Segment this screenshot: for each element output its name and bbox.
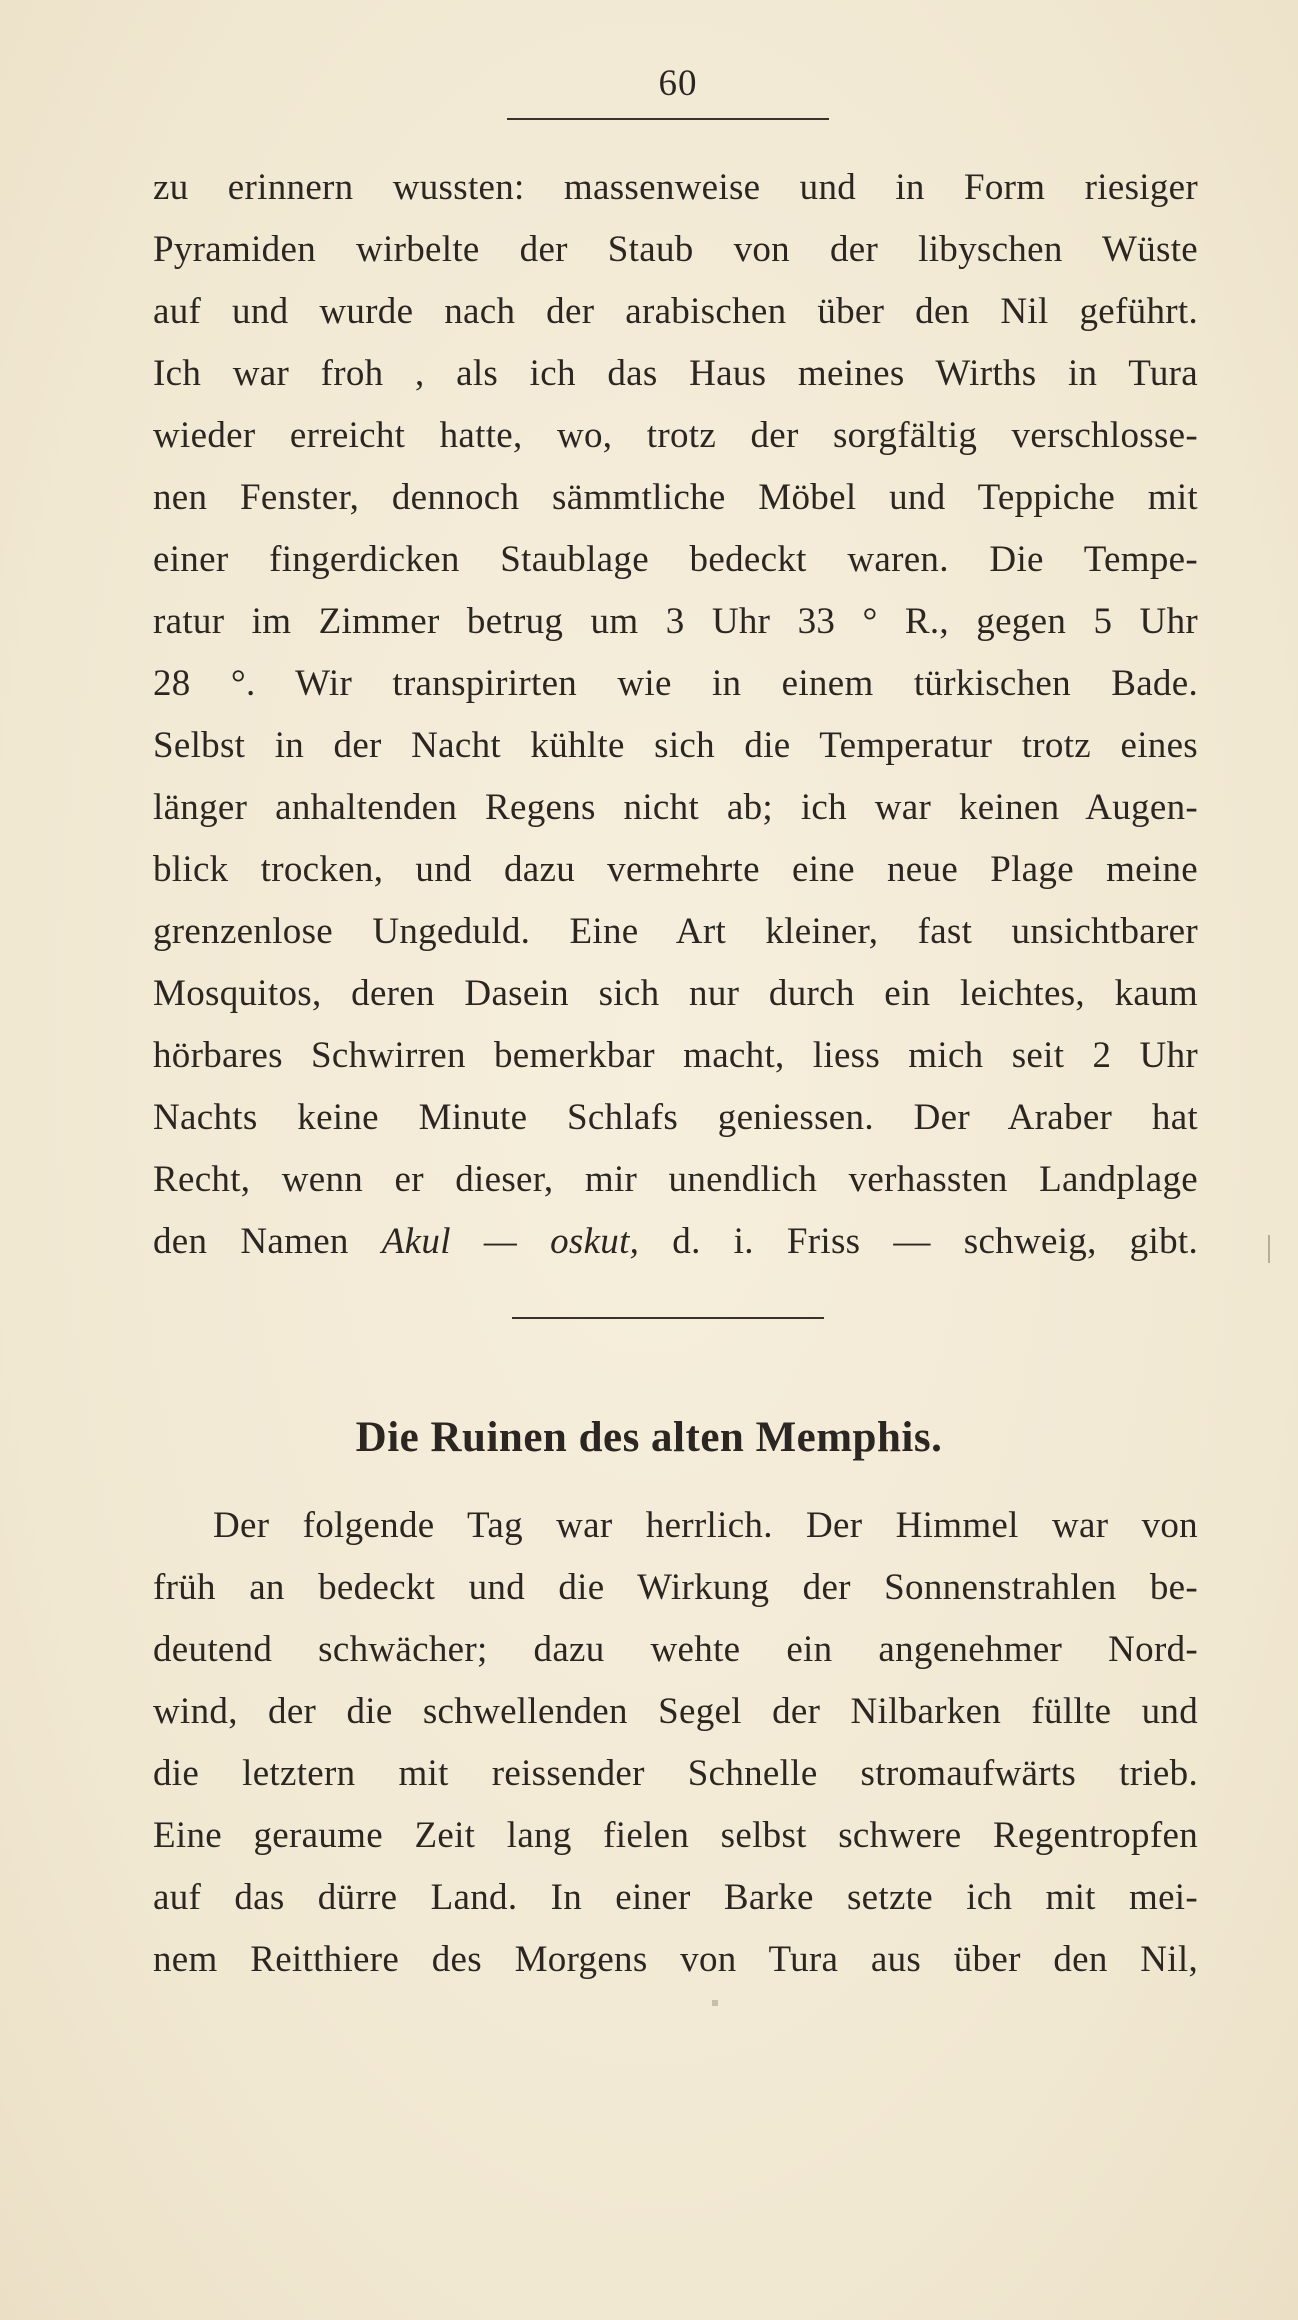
section-divider: [512, 1317, 824, 1319]
italic-term: Akul — oskut,: [381, 1221, 640, 1262]
text-line: nen Fenster, dennoch sämmtliche Möbel und Teppiche mit: [153, 477, 1198, 518]
text-line: Eine geraume Zeit lang fielen selbst schwere Regentropfen: [153, 1815, 1198, 1856]
text-line: einer fingerdicken Staublage bedeckt waren. Die Tempe-: [153, 539, 1198, 580]
text-line: Pyramiden wirbelte der Staub von der libyschen Wüste: [153, 229, 1198, 270]
page-number: 60: [658, 63, 698, 104]
text-run: d. i. Friss — schweig, gibt.: [639, 1221, 1198, 1262]
text-line: zu erinnern wussten: massenweise und in Form riesiger: [153, 167, 1198, 208]
text-line: auf das dürre Land. In einer Barke setzte ich mit mei-: [153, 1877, 1198, 1918]
text-line: 28 °. Wir transpirirten wie in einem türkischen Bade.: [153, 663, 1198, 704]
text-line: wind, der die schwellenden Segel der Nilbarken füllte und: [153, 1691, 1198, 1732]
text-line: deutend schwächer; dazu wehte ein angenehmer Nord-: [153, 1629, 1198, 1670]
text-line: früh an bedeckt und die Wirkung der Sonnenstrahlen be-: [153, 1567, 1198, 1608]
text-line: wieder erreicht hatte, wo, trotz der sorgfältig verschlosse-: [153, 415, 1198, 456]
text-line: Ich war froh , als ich das Haus meines Wirths in Tura: [153, 353, 1198, 394]
text-line: Der folgende Tag war herrlich. Der Himmel war von: [213, 1505, 1198, 1546]
text-line: Mosquitos, deren Dasein sich nur durch ein leichtes, kaum: [153, 973, 1198, 1014]
paragraph-1: [153, 157, 1198, 1273]
text-line: Recht, wenn er dieser, mir unendlich verhassten Landplage: [153, 1159, 1198, 1200]
text-line: grenzenlose Ungeduld. Eine Art kleiner, fast unsichtbarer: [153, 911, 1198, 952]
text-line: auf und wurde nach der arabischen über den Nil geführt.: [153, 291, 1198, 332]
text-line: die letztern mit reissender Schnelle stromaufwärts trieb.: [153, 1753, 1198, 1794]
text-line: nem Reitthiere des Morgens von Tura aus über den Nil,: [153, 1939, 1198, 1980]
paper-blemish: [1268, 1235, 1270, 1263]
text-line: hörbares Schwirren bemerkbar macht, liess mich seit 2 Uhr: [153, 1035, 1198, 1076]
paper-blemish: [712, 2000, 718, 2006]
text-line: Nachts keine Minute Schlafs geniessen. Der Araber hat: [153, 1097, 1198, 1138]
text-line: ratur im Zimmer betrug um 3 Uhr 33 ° R., gegen 5 Uhr: [153, 601, 1198, 642]
text-line: länger anhaltenden Regens nicht ab; ich war keinen Augen-: [153, 787, 1198, 828]
text-line-last: [153, 1211, 1198, 1273]
text-line: blick trocken, und dazu vermehrte eine neue Plage meine: [153, 849, 1198, 890]
paragraph-2: [153, 1495, 1198, 1991]
header-rule: [507, 118, 829, 120]
text-line: Selbst in der Nacht kühlte sich die Temperatur trotz eines: [153, 725, 1198, 766]
text-run: den Namen: [153, 1221, 382, 1262]
section-heading: Die Ruinen des alten Memphis.: [355, 1414, 943, 1461]
